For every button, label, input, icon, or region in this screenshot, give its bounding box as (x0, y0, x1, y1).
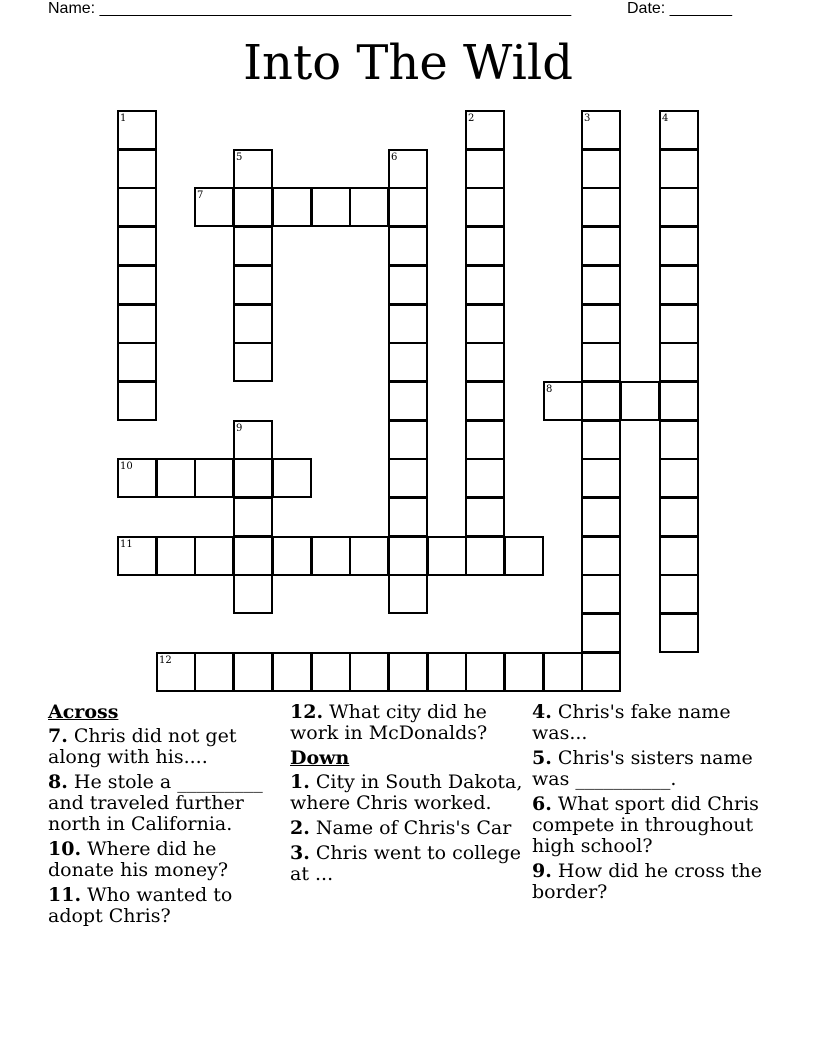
grid-cell[interactable] (311, 187, 351, 227)
grid-cell[interactable] (659, 420, 699, 460)
grid-cell[interactable] (233, 420, 273, 460)
grid-cell[interactable] (659, 574, 699, 614)
clue-across-11 (48, 885, 284, 927)
across-heading: Across (48, 701, 119, 723)
grid-cell[interactable] (659, 226, 699, 266)
clue-text: Chris's sisters name was __________. (532, 747, 753, 790)
grid-cell[interactable] (233, 265, 273, 305)
date-field-label: Date: _______ (627, 0, 732, 17)
grid-cell[interactable] (465, 110, 505, 150)
clue-across-8 (48, 772, 284, 835)
grid-cell[interactable] (388, 149, 428, 189)
grid-cell[interactable] (581, 187, 621, 227)
grid-cell[interactable] (659, 149, 699, 189)
grid-cell[interactable] (581, 652, 621, 692)
cell-number: 9 (236, 423, 243, 434)
clue-number: 6. (532, 793, 552, 815)
grid-cell[interactable] (465, 226, 505, 266)
grid-cell[interactable] (427, 536, 467, 576)
cell-number: 7 (197, 190, 204, 201)
grid-cell[interactable] (465, 265, 505, 305)
grid-cell[interactable] (117, 187, 157, 227)
grid-cell[interactable] (233, 652, 273, 692)
clues-column-2 (290, 702, 526, 889)
grid-cell[interactable] (659, 458, 699, 498)
grid-cell[interactable] (465, 304, 505, 344)
grid-cell[interactable] (117, 226, 157, 266)
grid-cell[interactable] (581, 458, 621, 498)
grid-cell[interactable] (156, 536, 196, 576)
cell-number: 6 (391, 152, 398, 163)
grid-cell[interactable] (543, 381, 583, 421)
clue-number: 12. (290, 701, 324, 723)
grid-cell[interactable] (388, 187, 428, 227)
clue-down-6 (532, 794, 772, 857)
grid-cell[interactable] (659, 613, 699, 653)
grid-cell[interactable] (465, 652, 505, 692)
clue-text: He stole a _________ and traveled further north in California. (48, 771, 263, 835)
grid-cell[interactable] (272, 536, 312, 576)
cell-number: 4 (662, 113, 669, 124)
clue-down-5 (532, 748, 772, 790)
grid-cell[interactable] (388, 265, 428, 305)
grid-cell[interactable] (272, 652, 312, 692)
grid-cell[interactable] (194, 187, 234, 227)
clue-text: Chris's fake name was... (532, 701, 731, 744)
grid-cell[interactable] (465, 149, 505, 189)
grid-cell[interactable] (117, 304, 157, 344)
grid-cell[interactable] (465, 381, 505, 421)
clue-number: 2. (290, 817, 310, 839)
grid-cell[interactable] (465, 342, 505, 382)
clue-text: Chris went to college at ... (290, 842, 522, 885)
clue-number: 5. (532, 747, 552, 769)
grid-cell[interactable] (233, 304, 273, 344)
grid-cell[interactable] (581, 613, 621, 653)
grid-cell[interactable] (581, 574, 621, 614)
grid-cell[interactable] (581, 536, 621, 576)
grid-cell[interactable] (272, 187, 312, 227)
clue-down-3 (290, 843, 526, 885)
grid-cell[interactable] (581, 381, 621, 421)
clue-text: City in South Dakota, where Chris worked. (290, 771, 523, 814)
grid-cell[interactable] (388, 304, 428, 344)
grid-cell[interactable] (311, 652, 351, 692)
name-field-label: Name: _____________________________________________________ (48, 0, 572, 17)
grid-cell[interactable] (620, 381, 660, 421)
clue-text: What sport did Chris compete in throughout high school? (532, 793, 759, 857)
grid-cell[interactable] (581, 342, 621, 382)
grid-cell[interactable] (117, 342, 157, 382)
clue-across-12 (290, 702, 526, 744)
grid-cell[interactable] (311, 536, 351, 576)
grid-cell[interactable] (465, 187, 505, 227)
cell-number: 10 (120, 461, 133, 472)
grid-cell[interactable] (388, 458, 428, 498)
grid-cell[interactable] (349, 187, 389, 227)
cell-number: 8 (546, 384, 553, 395)
grid-cell[interactable] (581, 110, 621, 150)
grid-cell[interactable] (659, 381, 699, 421)
grid-cell[interactable] (233, 458, 273, 498)
clue-down-9 (532, 861, 772, 903)
grid-cell[interactable] (194, 458, 234, 498)
grid-cell[interactable] (465, 536, 505, 576)
cell-number: 5 (236, 152, 243, 163)
grid-cell[interactable] (388, 652, 428, 692)
clue-down-4 (532, 702, 772, 744)
clue-number: 4. (532, 701, 552, 723)
grid-cell[interactable] (272, 458, 312, 498)
clue-down-2 (290, 818, 526, 839)
clue-down-1 (290, 772, 526, 814)
grid-cell[interactable] (659, 497, 699, 537)
grid-cell[interactable] (388, 420, 428, 460)
grid-cell[interactable] (117, 381, 157, 421)
grid-cell[interactable] (388, 226, 428, 266)
grid-cell[interactable] (581, 304, 621, 344)
grid-cell[interactable] (659, 342, 699, 382)
grid-cell[interactable] (388, 536, 428, 576)
page-title: Into The Wild (243, 35, 573, 91)
grid-cell[interactable] (659, 265, 699, 305)
grid-cell[interactable] (117, 536, 157, 576)
clue-number: 10. (48, 838, 82, 860)
grid-cell[interactable] (117, 458, 157, 498)
grid-cell[interactable] (581, 497, 621, 537)
grid-cell[interactable] (581, 226, 621, 266)
grid-cell[interactable] (659, 536, 699, 576)
clue-text: Chris did not get along with his.... (48, 725, 237, 768)
cell-number: 11 (120, 539, 133, 550)
clue-across-7 (48, 726, 284, 768)
grid-cell[interactable] (233, 187, 273, 227)
clue-across-10 (48, 839, 284, 881)
grid-cell[interactable] (504, 652, 544, 692)
clue-number: 7. (48, 725, 68, 747)
grid-cell[interactable] (117, 110, 157, 150)
grid-cell[interactable] (581, 149, 621, 189)
grid-cell[interactable] (465, 458, 505, 498)
cell-number: 1 (120, 113, 127, 124)
grid-cell[interactable] (427, 652, 467, 692)
grid-cell[interactable] (388, 497, 428, 537)
grid-cell[interactable] (117, 149, 157, 189)
clue-number: 8. (48, 771, 68, 793)
grid-cell[interactable] (194, 536, 234, 576)
grid-cell[interactable] (388, 342, 428, 382)
grid-cell[interactable] (233, 342, 273, 382)
grid-cell[interactable] (156, 652, 196, 692)
cell-number: 2 (468, 113, 475, 124)
clues-column-3 (532, 702, 772, 907)
grid-cell[interactable] (233, 536, 273, 576)
grid-cell[interactable] (465, 420, 505, 460)
clue-text: Where did he donate his money? (48, 838, 229, 881)
clue-number: 1. (290, 771, 310, 793)
grid-cell[interactable] (581, 420, 621, 460)
grid-cell[interactable] (659, 110, 699, 150)
grid-cell[interactable] (233, 574, 273, 614)
clue-number: 9. (532, 860, 552, 882)
down-heading: Down (290, 747, 350, 769)
clue-text: How did he cross the border? (532, 860, 762, 903)
grid-cell[interactable] (388, 574, 428, 614)
grid-cell[interactable] (233, 226, 273, 266)
grid-cell[interactable] (349, 536, 389, 576)
grid-cell[interactable] (543, 652, 583, 692)
grid-cell[interactable] (581, 265, 621, 305)
grid-cell[interactable] (659, 304, 699, 344)
grid-cell[interactable] (233, 149, 273, 189)
clue-number: 11. (48, 884, 82, 906)
cell-number: 3 (584, 113, 591, 124)
grid-cell[interactable] (194, 652, 234, 692)
grid-cell[interactable] (465, 497, 505, 537)
clue-number: 3. (290, 842, 310, 864)
grid-cell[interactable] (349, 652, 389, 692)
clue-text: Who wanted to adopt Chris? (48, 884, 233, 927)
grid-cell[interactable] (156, 458, 196, 498)
grid-cell[interactable] (388, 381, 428, 421)
clues-column-1 (48, 702, 284, 931)
clue-text: What city did he work in McDonalds? (290, 701, 488, 744)
grid-cell[interactable] (233, 497, 273, 537)
grid-cell[interactable] (504, 536, 544, 576)
grid-cell[interactable] (117, 265, 157, 305)
cell-number: 12 (159, 655, 172, 666)
clue-text: Name of Chris's Car (315, 817, 512, 839)
grid-cell[interactable] (659, 187, 699, 227)
